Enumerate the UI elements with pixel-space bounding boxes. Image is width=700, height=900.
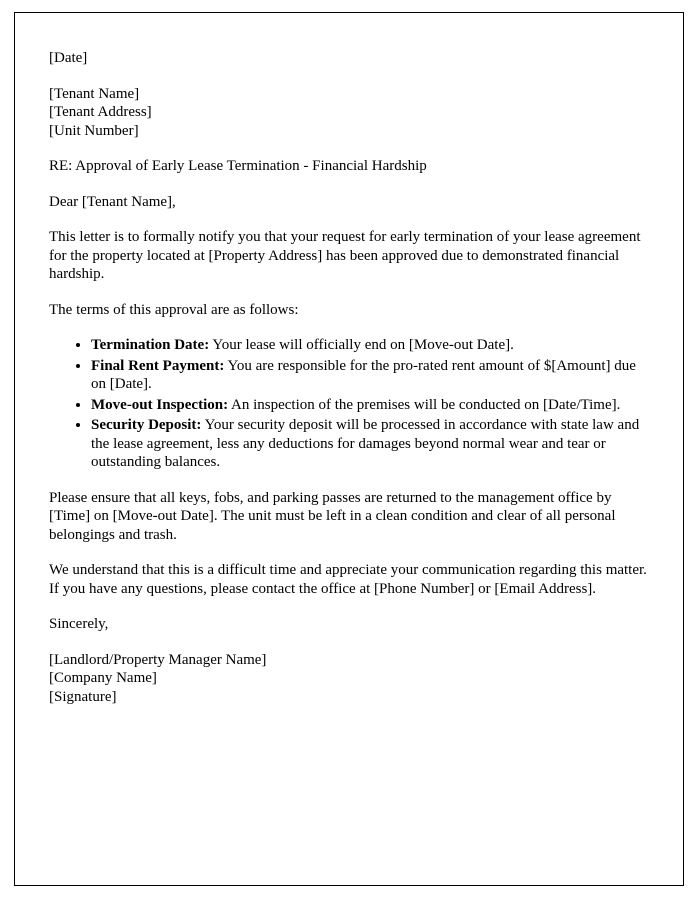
salutation: Dear [Tenant Name], xyxy=(49,193,176,210)
recipient-name: [Tenant Name] xyxy=(49,85,140,102)
recipient-unit: [Unit Number] xyxy=(49,122,139,139)
terms-list xyxy=(49,336,649,472)
keys-paragraph: Please ensure that all keys, fobs, and parking passes are returned to the management office by [Time] on [Move-out Date]. The unit must be left in a clean condition and clear of all personal belongings and trash. xyxy=(49,489,616,543)
term-text: You are responsible for the pro-rated rent amount of $[Amount] due on [Date]. xyxy=(91,357,636,392)
term-text: Your security deposit will be processed in accordance with state law and the lease agreement, less any deductions for damages beyond normal wear and tear or outstanding balances. xyxy=(91,417,640,470)
recipient-address-block xyxy=(49,85,649,141)
date-line: [Date] xyxy=(49,50,88,66)
terms-intro: The terms of this approval are as follows: xyxy=(49,301,299,318)
page-border xyxy=(14,12,684,886)
letter-body xyxy=(15,13,683,885)
signature-placeholder: [Signature] xyxy=(49,688,117,705)
closing-paragraph: We understand that this is a difficult time and appreciate your communication regarding this matter. If you have any questions, please contact the office at [Phone Number] or [Email Address]. xyxy=(49,562,647,597)
subject-line: RE: Approval of Early Lease Termination - Financial Hardship xyxy=(49,158,427,174)
intro-paragraph: This letter is to formally notify you that your request for early termination of your lease agreement for the property located at [Property Address] has been approved due to demonstrated financial hardship. xyxy=(49,229,641,282)
term-label: Final Rent Payment: xyxy=(91,357,225,374)
term-item-security-deposit xyxy=(91,416,649,472)
signature-block xyxy=(49,651,649,707)
term-label: Move-out Inspection: xyxy=(91,396,229,413)
term-item-inspection xyxy=(91,396,649,415)
term-label: Security Deposit: xyxy=(91,417,202,433)
term-item-termination-date xyxy=(91,336,649,355)
term-label: Termination Date: xyxy=(91,337,210,353)
signature-company-name: [Company Name] xyxy=(49,670,157,686)
term-item-final-rent xyxy=(91,357,649,394)
term-text: Your lease will officially end on [Move-out Date]. xyxy=(209,337,514,353)
signature-manager-name: [Landlord/Property Manager Name] xyxy=(49,651,267,668)
term-text: An inspection of the premises will be conducted on [Date/Time]. xyxy=(228,396,621,413)
valediction: Sincerely, xyxy=(49,616,109,632)
recipient-address: [Tenant Address] xyxy=(49,104,152,120)
